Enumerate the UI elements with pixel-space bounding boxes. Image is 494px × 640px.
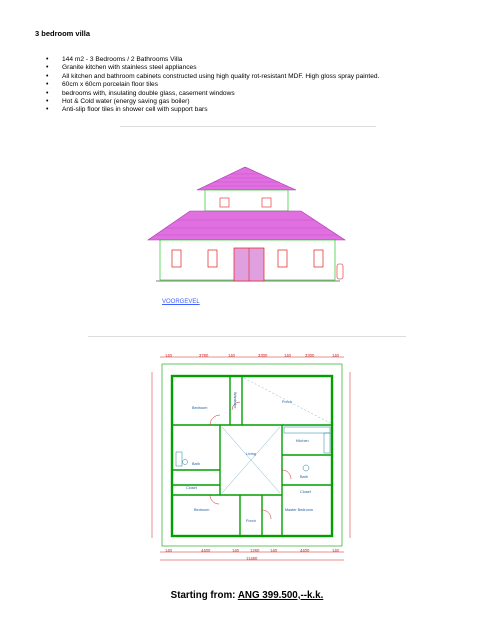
room-closet-2: Closet	[300, 490, 311, 494]
dim-top-1: 140	[165, 353, 172, 358]
dim-overall: 11480	[246, 556, 258, 561]
room-bedroom-1: Bedroom	[192, 406, 208, 410]
feature-item: • bedrooms with, insulating double glass, casement windows	[46, 90, 466, 98]
room-bath-2: Bath	[300, 475, 308, 479]
dim-bottom-7: 140	[332, 548, 339, 553]
dim-bottom-6: 4400	[300, 548, 310, 553]
room-master-bedroom: Master Bedroom	[285, 508, 314, 512]
price-amount: ANG 399.500,--k.k.	[237, 590, 324, 601]
feature-item: • All kitchen and bathroom cabinets constructed using high quality rot-resistant MDF. High gloss spray painted.	[46, 73, 466, 81]
dim-bottom-2: 4400	[201, 548, 211, 553]
dim-bottom-5: 140	[270, 548, 277, 553]
feature-item: • Anti-slip floor tiles in shower cell with support bars	[46, 106, 466, 114]
price-prefix: Starting from:	[170, 590, 236, 601]
room-kitchen: Kitchen	[296, 439, 309, 443]
room-porch-2: Porch	[246, 519, 256, 523]
dim-bottom-4: 1260	[250, 548, 260, 553]
room-bath-1: Bath	[192, 462, 200, 466]
room-bedroom-2: Bedroom	[194, 508, 210, 512]
feature-item: • Hot & Cold water (energy saving gas boiler)	[46, 98, 466, 106]
outer-wall	[172, 376, 332, 536]
dim-top-6: 3300	[305, 353, 315, 358]
room-living: Living	[246, 452, 256, 456]
room-wardrobe: Wardrobe	[233, 392, 237, 409]
feature-item: • 60cm x 60cm porcelain floor tiles	[46, 81, 466, 89]
dim-top-3: 140	[228, 353, 235, 358]
dim-top-2: 3780	[199, 353, 209, 358]
feature-item: • 144 m2 - 3 Bedrooms / 2 Bathrooms Villa	[46, 56, 466, 64]
dim-bottom-3: 140	[232, 548, 239, 553]
room-closet-1: Closet	[186, 486, 197, 490]
dim-bottom-1: 140	[165, 548, 172, 553]
dim-top-4: 3300	[258, 353, 268, 358]
dim-top-7: 140	[332, 353, 339, 358]
feature-item: • Granite kitchen with stainless steel appliances	[46, 64, 466, 72]
room-porch-1: Porch	[282, 400, 292, 404]
elevation-label: VOORGEVEL	[162, 299, 200, 305]
dim-top-5: 140	[284, 353, 291, 358]
page-title: 3 bedroom villa	[35, 29, 91, 38]
price-line	[0, 590, 494, 601]
